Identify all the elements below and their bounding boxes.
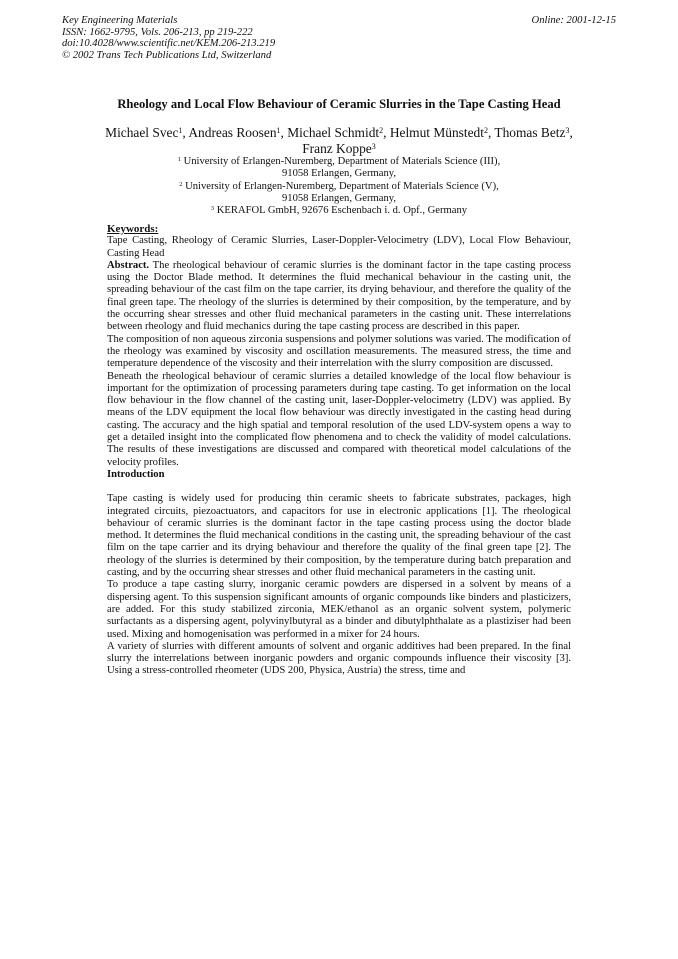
author-separator: , [182,125,189,140]
author-separator: , [280,125,288,140]
abstract-text: The rheological behaviour of ceramic slurries is the dominant factor in the tape casting process using the Doctor Blade method. It determines the fluid mechanical behaviour in the casting unit, the spreading behaviour of the cast film on the tape carrier, its drying behaviour, and therefore the quality of the final green tape. The rheology of the slurries is determined by their composition, by the temperature, and by the occurring shear stresses and other fluid mechanical parameters in the casting unit. These interrelations between rheology and fluid mechanics during the tape casting process are described in this paper. [107,259,571,333]
author-affil-mark: 2 [483,125,488,135]
author-separator: , [487,125,495,140]
copyright-line: © 2002 Trans Tech Publications Ltd, Switzerland [62,49,272,61]
doi-link[interactable]: doi:10.4028/www.scientific.net/KEM.206-213.219 [62,38,276,50]
journal-header [62,15,618,61]
author-separator: , [383,125,390,140]
author-name: Franz Koppe [302,141,372,156]
author-name: Helmut Münstedt [389,125,484,140]
affil-mark: 3 [210,205,215,213]
paper-title: Rheology and Local Flow Behaviour of Ceramic Slurries in the Tape Casting Head [117,97,561,111]
author-name: Michael Schmidt [287,125,380,140]
affiliation-line [90,181,588,193]
affiliation-line [90,156,588,168]
introduction-heading: Introduction [107,468,165,480]
abstract-paragraph [107,260,571,334]
online-date: Online: 2001-12-15 [531,15,616,26]
affiliation-line [90,205,588,217]
affiliations [90,156,588,217]
journal-name: Key Engineering Materials [62,15,178,26]
affil-mark: 2 [179,180,183,188]
introduction-paragraph-1: Tape casting is widely used for producing thin ceramic sheets to fabricate substrates, packages, high integrated circuits, piezoactuators, and capacitors for use in electronic applications [1]. The rheological behaviour of ceramic slurries is the dominant factor in the tape casting process using the doctor blade method. It determines the fluid mechanical conditions in the casting unit, the spreading behaviour of the cast film on the tape carrier and its drying behaviour and therefore the quality of the final green tape [2]. The rheology of the slurries is determined by their composition, by the temperature during batch preparation and casting, and by the occurring shear stresses and other fluid mechanical parameters in the casting unit. [107,493,571,579]
author-affil-mark: 2 [379,125,384,135]
affiliation-text: University of Erlangen-Nuremberg, Department of Materials Science (V), [185,180,499,192]
author-name: Michael Svec [105,125,179,140]
author-affil-mark: 1 [276,125,281,135]
author-name: Andreas Roosen [188,125,277,140]
issn-line: ISSN: 1662-9795, Vols. 206-213, pp 219-222 [62,26,253,38]
keywords-heading: Keywords: [107,223,159,235]
affiliation-address: 91058 Erlangen, Germany, [281,168,397,180]
paper-body [107,223,571,678]
introduction-paragraph-2: To produce a tape casting slurry, inorganic ceramic powders are dispersed in a solvent by means of a dispersing agent. To this suspension significant amounts of organic compounds like binders and plasticizers, are added. For this study stabilized zirconia, MEK/ethanol as an organic solvent system, polymeric surfactants as a dispersing agent, polyvinylbutyral as a binder and dibutylphthalate as a plastiziser had been used. Mixing and homogenisation was performed in a mixer for 24 hours. [107,579,571,640]
affiliation-text: University of Erlangen-Nuremberg, Department of Materials Science (III), [183,156,501,167]
author-affil-mark: 1 [178,125,183,135]
keywords-text: Tape Casting, Rheology of Ceramic Slurries, Laser-Doppler-Velocimetry (LDV), Local Flow Behaviour, Casting Head [107,235,571,259]
abstract-label: Abstract. [107,259,150,271]
affiliation-text: KERAFOL GmbH, 92676 Eschenbach i. d. Opf., Germany [216,205,468,217]
author-list [100,125,578,157]
abstract-paragraph-2: The composition of non aqueous zirconia suspensions and polymer solutions was varied. The modification of the rheology was examined by viscosity and oscillation measurements. The measured stress, the time and temperature dependence of the viscosity and their interrelation with the slurry composition are discussed. [107,333,571,370]
affiliation-address: 91058 Erlangen, Germany, [281,192,397,204]
author-name: Thomas Betz [494,125,566,140]
author-affil-mark: 3 [371,141,376,151]
introduction-paragraph-3: A variety of slurries with different amounts of solvent and organic additives had been prepared. In the final slurry the interrelations between inorganic powders and organic compounds influence their viscosity [3]. Using a stress-controlled rheometer (UDS 200, Physica, Austria) the stress, time and [107,640,571,677]
section-gap [107,481,571,493]
author-separator: , [569,125,573,140]
author-affil-mark: 3 [565,125,570,135]
abstract-paragraph-3: Beneath the rheological behaviour of ceramic slurries a detailed knowledge of the local flow behaviour is important for the optimization of processing parameters during tape casting. To get information on the local flow behaviour in the flow channel of the casting unit, laser-Doppler-velocimetry (LDV) was applied. By means of the LDV equipment the local flow behaviour was directly investigated in the casting head during casting. The accuracy and the high spatial and temporal resolution of the used LDV-system opens a way to get a detailed insight into the complicated flow phenomena and to check the validity of model calculations. The results of these investigations are discussed and compared with theoretical model calculations of the velocity profiles. [107,370,571,468]
affil-mark: 1 [177,155,181,163]
